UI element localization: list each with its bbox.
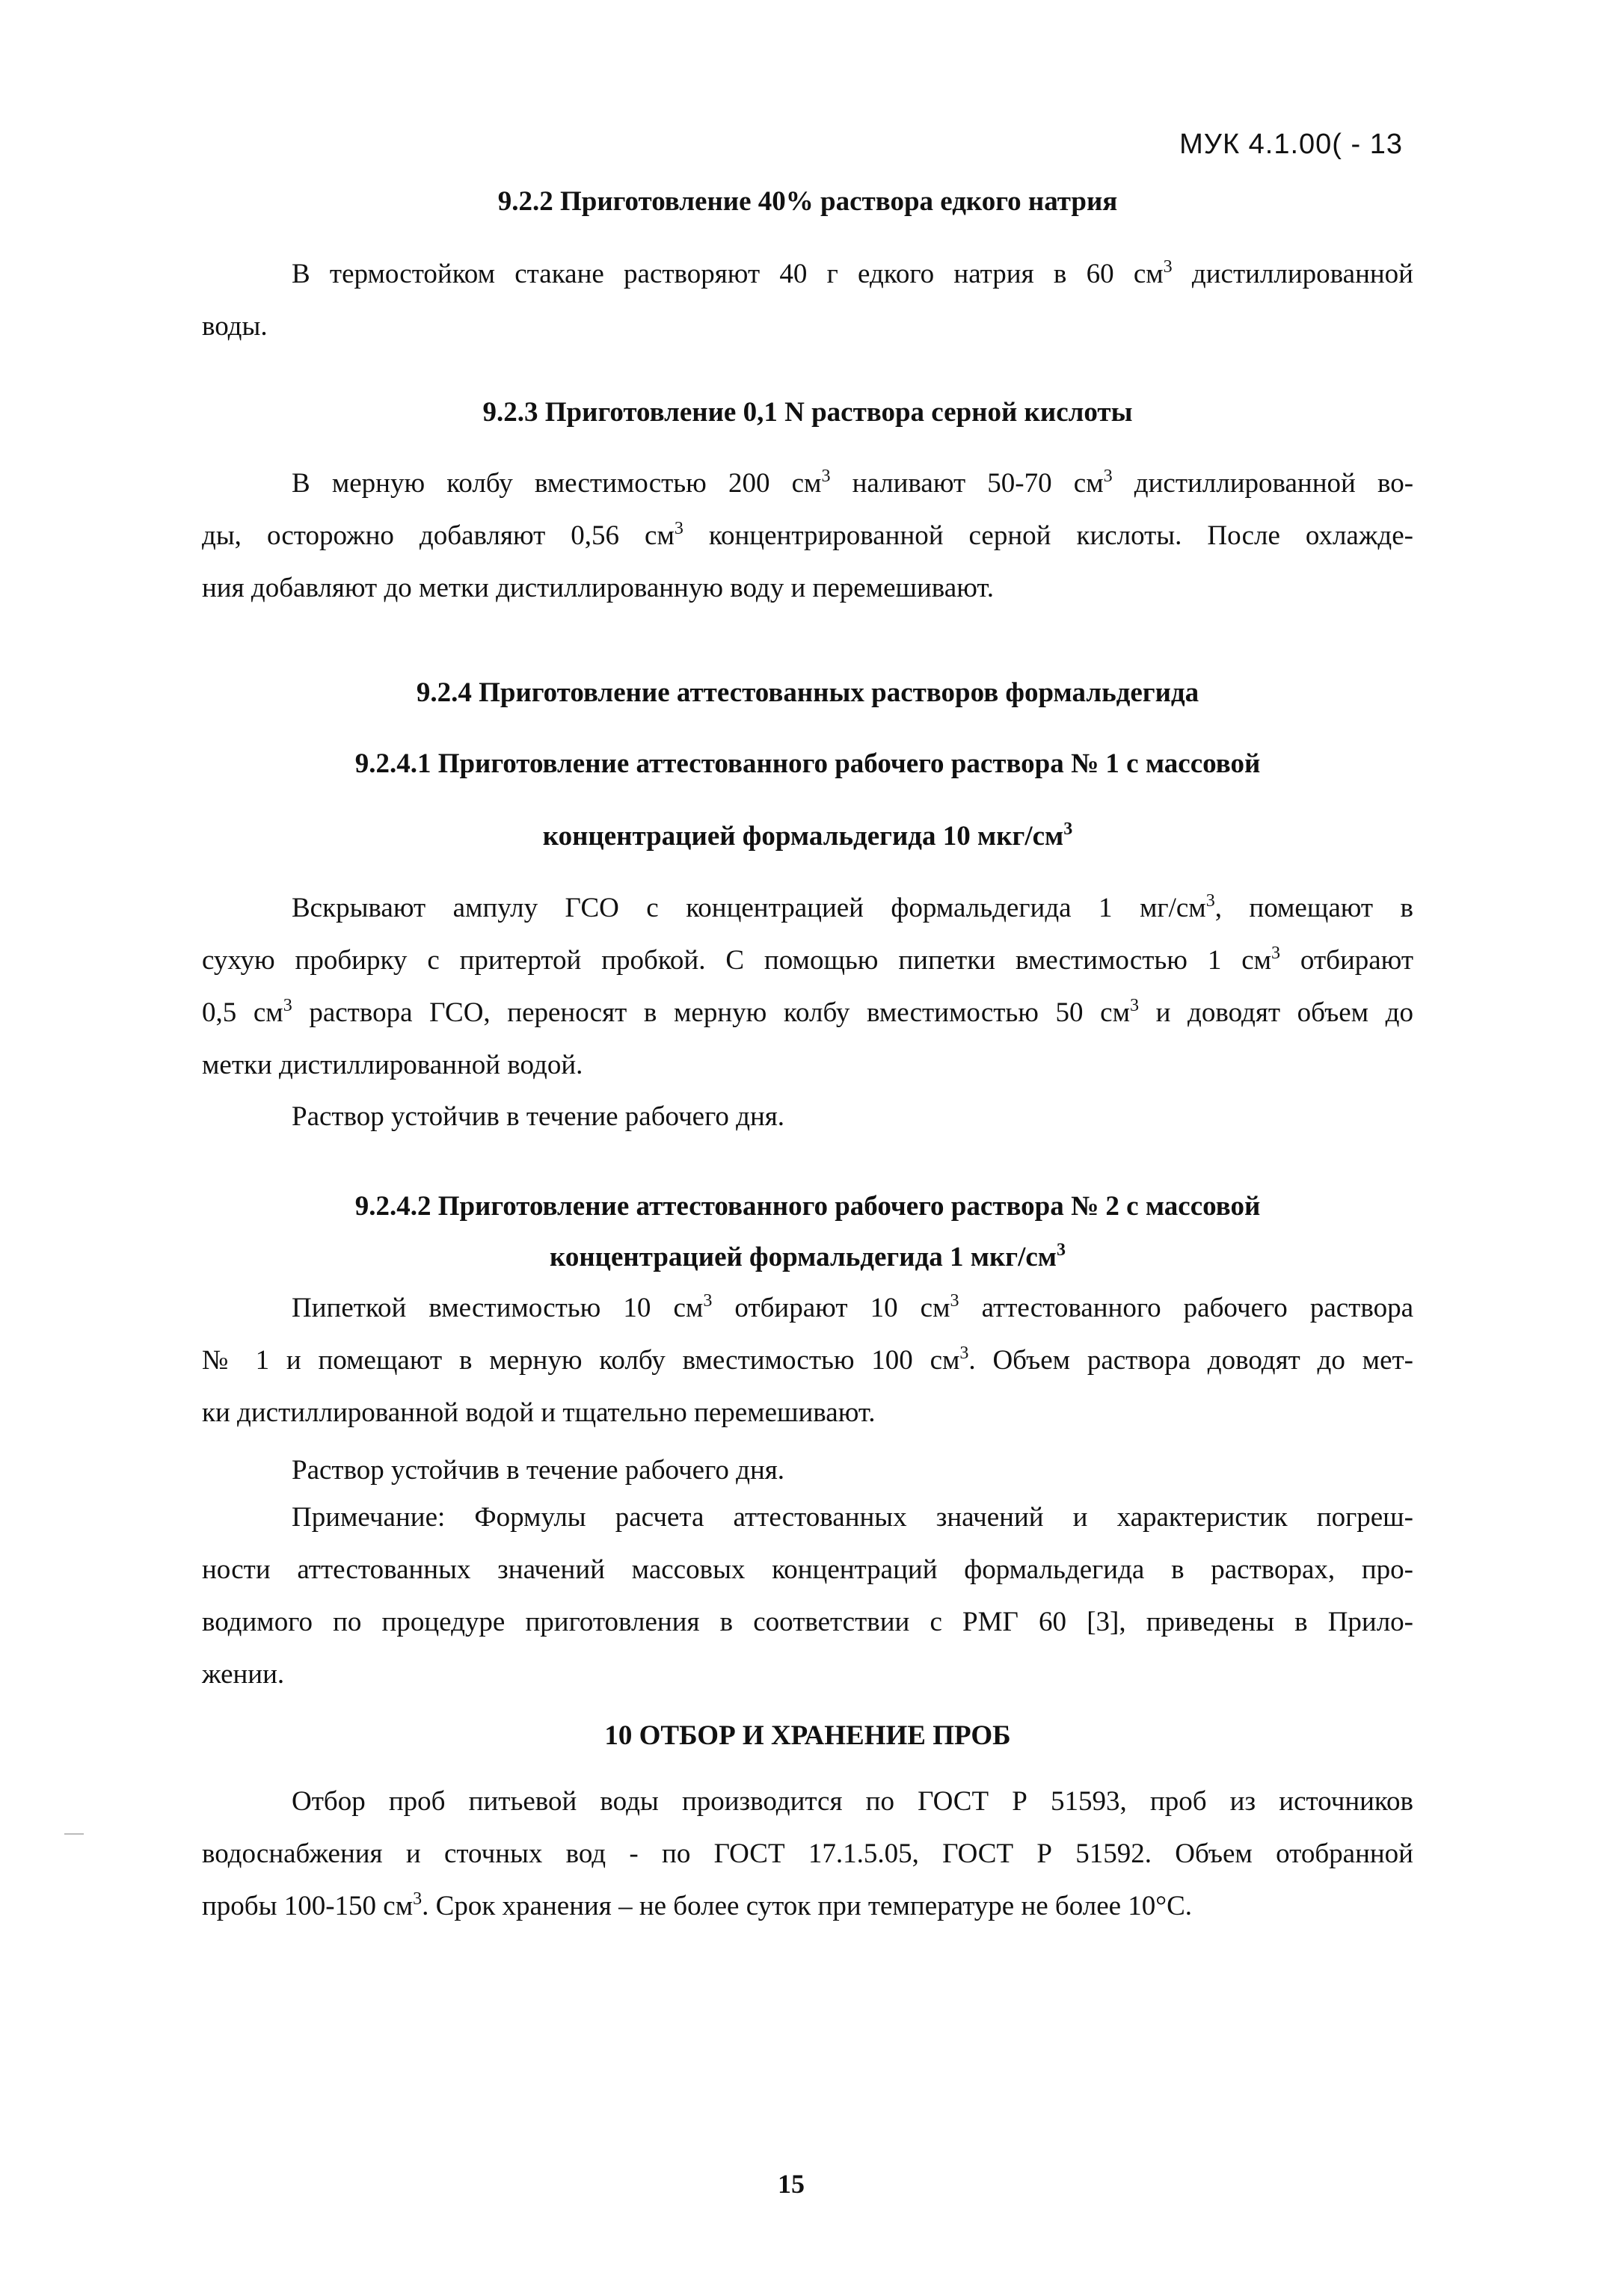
text-line: водоснабжения и сточных вод - по ГОСТ 17.1.5.05, ГОСТ Р 51592. Объем отобранной <box>202 1838 1413 1869</box>
text-line: жении. <box>202 1659 285 1690</box>
paragraph-stability-note-2: Раствор устойчив в течение рабочего дня. <box>292 1455 785 1486</box>
text-line: Отбор проб питьевой воды производится по ГОСТ Р 51593, проб из источников <box>292 1786 1413 1817</box>
text-line: ки дистиллированной водой и тщательно перемешивают. <box>202 1397 876 1428</box>
text-line: пробы 100-150 $см^3$. Срок хранения – не более суток при температуре не более 10°С. <box>202 1889 1193 1921</box>
paragraph-stability-note-1: Раствор устойчив в течение рабочего дня. <box>292 1101 785 1132</box>
heading-section-10: 10 ОТБОР И ХРАНЕНИЕ ПРОБ <box>604 1720 1011 1751</box>
text-line: ности аттестованных значений массовых концентраций формальдегида в растворах, про- <box>202 1554 1413 1585</box>
text-line: метки дистиллированной водой. <box>202 1050 583 1080</box>
heading-9-2-4-1-line1: 9.2.4.1 Приготовление аттестованного рабочего раствора № 1 с массовой <box>354 748 1261 779</box>
paragraph-note <box>202 1492 1413 1701</box>
text-line: водимого по процедуре приготовления в соответствии с РМГ 60 [3], приведены в Прило- <box>202 1607 1413 1637</box>
paragraph-9-2-2-cont <box>202 301 1413 353</box>
heading-9-2-4-1-line2: концентрацией формальдегида 10 мкг/$см^3$ <box>542 819 1073 852</box>
scan-mark <box>64 1833 84 1835</box>
text-line: Примечание: Формулы расчета аттестованных значений и характеристик погреш- <box>292 1502 1413 1533</box>
text-line: В мерную колбу вместимостью 200 $см^3$ наливают 50-70 $см^3$ дистиллированной во- <box>292 467 1414 499</box>
text-line: Пипеткой вместимостью 10 $см^3$ отбирают 10 $см^3$ аттестованного рабочего раствора <box>292 1291 1413 1323</box>
paragraph-9-2-3 <box>202 458 1413 615</box>
heading-9-2-2: 9.2.2 Приготовление 40% раствора едкого натрия <box>497 186 1118 217</box>
heading-9-2-3: 9.2.3 Приготовление 0,1 N раствора серной кислоты <box>482 397 1133 428</box>
text-line: Вскрывают ампулу ГСО с концентрацией формальдегида 1 $мг/см^3$, помещают в <box>292 891 1414 923</box>
text-line: ды, осторожно добавляют 0,56 $см^3$ концентрированной серной кислоты. После охлажде- <box>202 519 1413 551</box>
text-line: № 1 и помещают в мерную колбу вместимостью 100 $см^3$. Объем раствора доводят до мет- <box>202 1344 1414 1376</box>
heading-9-2-4-2-line2: концентрацией формальдегида 1 мкг/$см^3$ <box>550 1240 1066 1272</box>
text-line: сухую пробирку с притертой пробкой. С помощью пипетки вместимостью 1 $см^3$ отбирают <box>202 944 1413 976</box>
heading-9-2-4: 9.2.4 Приготовление аттестованных растворов формальдегида <box>416 677 1199 708</box>
heading-9-2-4-2-line1: 9.2.4.2 Приготовление аттестованного рабочего раствора № 2 с массовой <box>354 1191 1261 1222</box>
text-line: В термостойком стакане растворяют 40 г едкого натрия в 60 $см^3$ дистиллированной <box>292 257 1413 289</box>
paragraph-section-10 <box>202 1776 1413 1933</box>
running-header: МУК 4.1.00( - 13 <box>1179 129 1403 160</box>
paragraph-9-2-4-1 <box>202 882 1413 1092</box>
page-number: 15 <box>778 2169 805 2199</box>
text-line: ния добавляют до метки дистиллированную воду и перемешивают. <box>202 573 994 603</box>
paragraph-9-2-2 <box>202 248 1413 301</box>
paragraph-9-2-4-2 <box>202 1282 1413 1439</box>
text-line: воды. <box>202 311 268 342</box>
text-line: 0,5 $см^3$ раствора ГСО, переносят в мерную колбу вместимостью 50 $см^3$ и доводят объем до <box>202 996 1413 1028</box>
